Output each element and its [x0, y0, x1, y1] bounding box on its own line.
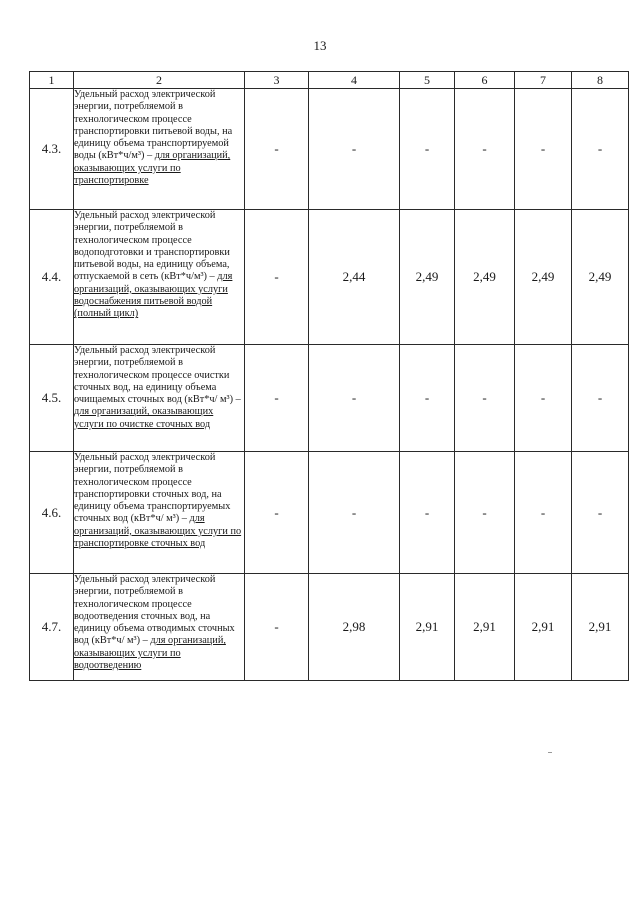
header-row [30, 72, 629, 89]
value-cell: 2,49 [515, 210, 572, 345]
value-cell: - [572, 452, 629, 574]
column-header: 5 [400, 72, 455, 89]
value-cell: - [400, 89, 455, 210]
description-text: Удельный расход электрической энергии, потребляемой в технологическом процессе водоподготовки и транспортировки питьевой воды, на единицу объема, отпускаемой в сеть (кВт*ч/м³) – [74, 210, 230, 283]
value-cell: - [572, 89, 629, 210]
value-cell: 2,49 [455, 210, 515, 345]
indicator-table [29, 71, 629, 681]
value-cell: - [245, 210, 309, 345]
value-cell: - [309, 89, 400, 210]
description-scope: для организаций, оказывающих услуги водоснабжения питьевой водой (полный цикл) [74, 271, 233, 320]
column-header: 4 [309, 72, 400, 89]
description-text: Удельный расход электрической энергии, потребляемой в технологическом процессе транспортировки питьевой воды, на единицу объема транспортируемой воды (кВт*ч/м³) – [74, 89, 233, 162]
value-cell: 2,44 [309, 210, 400, 345]
column-header: 2 [74, 72, 245, 89]
row-description [74, 452, 245, 574]
description-text: Удельный расход электрической энергии, потребляемой в технологическом процессе очистки сточных вод, на единицу объема очищаемых сточных вод (кВт*ч/ м³) – [74, 345, 241, 406]
row-description [74, 210, 245, 345]
table-row [30, 452, 629, 574]
row-number: 4.5. [30, 345, 74, 452]
table-row [30, 574, 629, 681]
value-cell: 2,91 [400, 574, 455, 681]
table-row [30, 210, 629, 345]
value-cell: 2,98 [309, 574, 400, 681]
row-number: 4.3. [30, 89, 74, 210]
scan-speck [548, 752, 552, 753]
value-cell: - [400, 452, 455, 574]
value-cell: - [245, 452, 309, 574]
value-cell: - [309, 452, 400, 574]
value-cell: 2,91 [572, 574, 629, 681]
value-cell: - [309, 345, 400, 452]
value-cell: - [515, 452, 572, 574]
column-header: 3 [245, 72, 309, 89]
value-cell: - [400, 345, 455, 452]
row-description [74, 574, 245, 681]
description-scope: для организаций, оказывающих услуги по транспортировке [74, 150, 231, 187]
value-cell: - [245, 574, 309, 681]
value-cell: 2,91 [455, 574, 515, 681]
row-number: 4.7. [30, 574, 74, 681]
value-cell: - [515, 89, 572, 210]
description-text: Удельный расход электрической энергии, потребляемой в технологическом процессе транспортировки сточных вод, на единицу объема транспортируемых сточных вод (кВт*ч/ м³) – [74, 452, 231, 525]
row-description [74, 345, 245, 452]
value-cell: 2,49 [400, 210, 455, 345]
table-row [30, 345, 629, 452]
value-cell: - [455, 89, 515, 210]
description-text: Удельный расход электрической энергии, потребляемой в технологическом процессе водоотведения сточных вод, на единицу объема отводимых сточных вод (кВт*ч/ м³) – [74, 574, 235, 647]
value-cell: - [245, 345, 309, 452]
description-scope: для организаций, оказывающих услуги по транспортировке сточных вод [74, 513, 242, 550]
value-cell: - [455, 345, 515, 452]
column-header: 8 [572, 72, 629, 89]
column-header: 6 [455, 72, 515, 89]
value-cell: - [455, 452, 515, 574]
value-cell: - [515, 345, 572, 452]
page-number: 13 [313, 38, 327, 53]
column-header: 1 [30, 72, 74, 89]
table-row [30, 89, 629, 210]
column-header: 7 [515, 72, 572, 89]
row-number: 4.4. [30, 210, 74, 345]
value-cell: - [245, 89, 309, 210]
description-scope: для организаций, оказывающих услуги по водоотведению [74, 635, 226, 672]
row-number: 4.6. [30, 452, 74, 574]
value-cell: - [572, 345, 629, 452]
row-description [74, 89, 245, 210]
description-scope: для организаций, оказывающих услуги по очистке сточных вод [74, 406, 214, 430]
value-cell: 2,91 [515, 574, 572, 681]
value-cell: 2,49 [572, 210, 629, 345]
